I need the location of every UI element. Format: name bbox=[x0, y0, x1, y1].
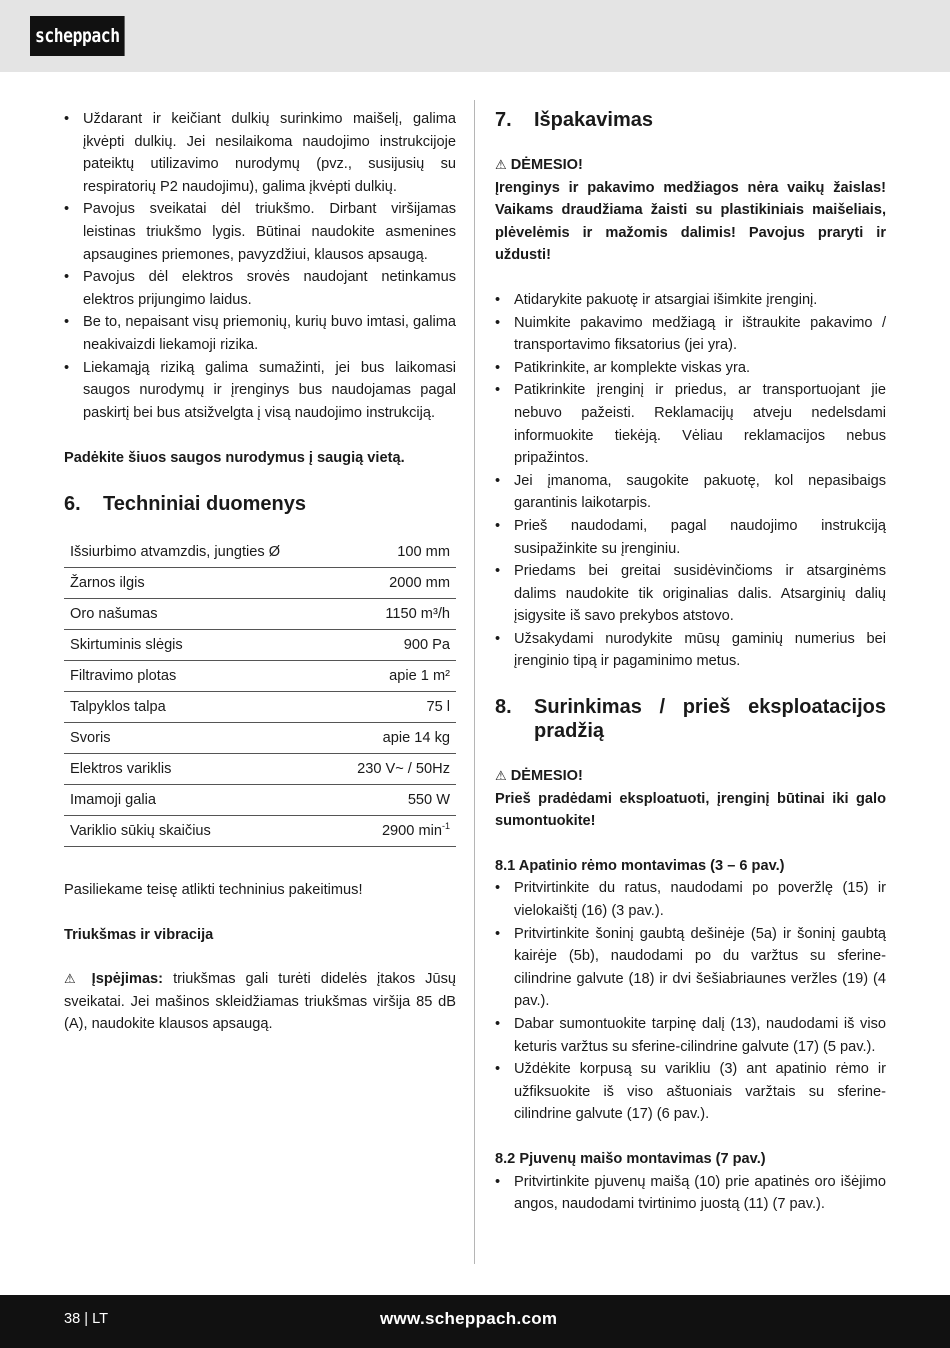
page-footer bbox=[0, 1295, 950, 1348]
section-6-heading bbox=[64, 492, 456, 516]
list-item: • Dabar sumontuokite tarpinę dalį (13), naudodami iš viso keturis varžtus su sferine-cilindrine galvute (17) (5 pav.). bbox=[495, 1013, 886, 1058]
column-divider bbox=[474, 100, 475, 1264]
subsection-8-1-list bbox=[495, 877, 886, 1126]
spec-value-text: 2900 min bbox=[381, 822, 442, 839]
subsection-8-2-heading: 8.2 Pjuvenų maišo montavimas (7 pav.) bbox=[495, 1150, 766, 1167]
spec-label: Išsiurbimo atvamzdis, jungties Ø bbox=[64, 537, 330, 568]
assembly-attention-block bbox=[495, 765, 886, 833]
spec-label: Oro našumas bbox=[64, 598, 330, 629]
section-number: 8. bbox=[495, 696, 512, 719]
table-row bbox=[64, 722, 456, 753]
spec-label: Žarnos ilgis bbox=[64, 567, 330, 598]
spec-value: 900 Pa bbox=[330, 629, 456, 660]
table-row bbox=[64, 815, 456, 846]
website-url: www.scheppach.com bbox=[380, 1309, 558, 1328]
warning-text: triukšmas gali turėti didelės įtakos Jūsų sveikatai. Jei mašinos skleidžiamas triukšmas viršija 85 dB (A), naudokite klausos apsaugą. bbox=[64, 971, 456, 1033]
table-row bbox=[64, 567, 456, 598]
page-header bbox=[0, 0, 950, 72]
subsection-8-1-heading: 8.1 Apatinio rėmo montavimas (3 – 6 pav.) bbox=[495, 857, 785, 874]
list-item: • Jei įmanoma, saugokite pakuotę, kol nepasibaigs garantinis laikotarpis. bbox=[495, 470, 886, 515]
noise-vibration-heading: Triukšmas ir vibracija bbox=[64, 926, 214, 943]
table-row bbox=[64, 598, 456, 629]
list-item: • Be to, nepaisant visų priemonių, kurių buvo imtasi, galima neakivaizdi liekamoji rizika. bbox=[64, 311, 456, 356]
keep-instructions-note: Padėkite šiuos saugos nurodymus į saugią vietą. bbox=[64, 450, 405, 467]
warning-icon: ⚠ bbox=[495, 768, 507, 784]
spec-value: 2000 mm bbox=[330, 567, 456, 598]
list-item: • Užsakydami nurodykite mūsų gaminių numerius bei įrenginio tipą ir pagaminimo metus. bbox=[495, 628, 886, 673]
spec-unit-exponent: -1 bbox=[441, 820, 450, 831]
attention-text: Prieš pradėdami eksploatuoti, įrenginį būtinai iki galo sumontuokite! bbox=[495, 790, 886, 830]
page-number: 38 | LT bbox=[64, 1311, 109, 1327]
spec-value: apie 14 kg bbox=[330, 722, 456, 753]
list-item: • Patikrinkite įrenginį ir priedus, ar transportuojant jie nebuvo pažeisti. Reklamacijų atveju nedelsdami informuokite tiekėją. Vėliau reklamacijos nebus pripažintos. bbox=[495, 379, 886, 469]
attention-heading bbox=[495, 765, 886, 788]
list-item: • Atidarykite pakuotę ir atsargiai išimkite įrenginį. bbox=[495, 289, 886, 312]
list-item: • Pritvirtinkite pjuvenų maišą (10) prie apatinės oro išėjimo angos, naudodami tvirtinimo juostą (11) (7 pav.). bbox=[495, 1171, 886, 1216]
list-item: • Patikrinkite, ar komplekte viskas yra. bbox=[495, 357, 886, 380]
table-row bbox=[64, 629, 456, 660]
attention-heading bbox=[495, 154, 886, 177]
section-7-heading bbox=[495, 108, 886, 132]
list-item: • Uždarant ir keičiant dulkių surinkimo maišelį, galima įkvėpti dulkių. Jei nesilaikoma naudojimo instrukcijoje pateiktų utilizavimo nurodymų (pvz., susijusių su respiratorių P2 naudojimu), galima įkvėpti dulkių. bbox=[64, 108, 456, 198]
list-item: • Pritvirtinkite šoninį gaubtą dešinėje (5a) ir šoninį gaubtą kairėje (5b), naudodami po du varžtus su sferine-cilindrine galvute (18) ir dvi šešiabriaunes veržles (19) (4 pav.). bbox=[495, 923, 886, 1013]
noise-warning bbox=[64, 968, 456, 1036]
spec-label: Variklio sūkių skaičius bbox=[64, 815, 330, 846]
spec-label: Talpyklos talpa bbox=[64, 691, 330, 722]
spec-value: 550 W bbox=[330, 784, 456, 815]
section-8-heading bbox=[495, 695, 886, 743]
unpacking-attention-block bbox=[495, 154, 886, 267]
section-title: Techniniai duomenys bbox=[103, 492, 306, 515]
technical-changes-note: Pasiliekame teisę atlikti techninius pakeitimus! bbox=[64, 881, 363, 898]
list-item: • Nuimkite pakavimo medžiagą ir ištraukite pakavimo / transportavimo fiksatorius (jei yra). bbox=[495, 312, 886, 357]
spec-label: Elektros variklis bbox=[64, 753, 330, 784]
table-row bbox=[64, 784, 456, 815]
section-number: 7. bbox=[495, 109, 512, 131]
spec-label: Filtravimo plotas bbox=[64, 660, 330, 691]
attention-label: DĖMESIO! bbox=[510, 157, 583, 173]
list-item: • Pavojus dėl elektros srovės naudojant netinkamus elektros prijungimo laidus. bbox=[64, 266, 456, 311]
residual-risk-list bbox=[64, 108, 456, 424]
subsection-8-2-list bbox=[495, 1171, 886, 1216]
table-row bbox=[64, 753, 456, 784]
spec-label: Svoris bbox=[64, 722, 330, 753]
warning-label: Įspėjimas: bbox=[91, 971, 164, 988]
left-column bbox=[64, 108, 456, 1036]
right-column bbox=[495, 108, 886, 1216]
list-item: • Liekamąją riziką galima sumažinti, jei bus laikomasi saugos nurodymų ir įrenginys bus naudojamas pagal paskirtį bei bus atsižvelgta į visą naudojimo instrukciją. bbox=[64, 357, 456, 425]
spec-label: Skirtuminis slėgis bbox=[64, 629, 330, 660]
spec-value: apie 1 m² bbox=[330, 660, 456, 691]
spec-label: Imamoji galia bbox=[64, 784, 330, 815]
spec-value bbox=[330, 815, 456, 846]
technical-data-table bbox=[64, 537, 456, 847]
warning-icon: ⚠ bbox=[64, 971, 82, 987]
attention-label: DĖMESIO! bbox=[510, 768, 583, 785]
attention-text: Įrenginys ir pakavimo medžiagos nėra vaikų žaislas! Vaikams draudžiama žaisti su plastikiniais maišeliais, plėvelėmis ir mažomis dalimis! Pavojus praryti ir uždusti! bbox=[495, 179, 886, 264]
warning-icon: ⚠ bbox=[495, 157, 507, 172]
list-item: • Priedams bei greitai susidėvinčioms ir atsarginėms dalims naudokite tik originalias dalis. Atsarginių dalių įsigysite iš savo prekybos atstovo. bbox=[495, 560, 886, 628]
list-item: • Prieš naudodami, pagal naudojimo instrukciją susipažinkite su įrenginiu. bbox=[495, 515, 886, 560]
list-item: • Pritvirtinkite du ratus, naudodami po poveržlę (15) ir vielokaištį (16) (3 pav.). bbox=[495, 877, 886, 922]
unpacking-list bbox=[495, 289, 886, 673]
table-row bbox=[64, 691, 456, 722]
table-row bbox=[64, 660, 456, 691]
table-row bbox=[64, 537, 456, 568]
spec-value: 75 l bbox=[330, 691, 456, 722]
section-number: 6. bbox=[64, 492, 81, 515]
section-title: Išpakavimas bbox=[534, 109, 653, 131]
brand-logo: scheppach bbox=[30, 16, 125, 56]
spec-value: 1150 m³/h bbox=[330, 598, 456, 629]
spec-value: 100 mm bbox=[330, 537, 456, 568]
section-title: Surinkimas / prieš eksploatacijos pradžią bbox=[534, 696, 886, 743]
spec-value: 230 V~ / 50Hz bbox=[330, 753, 456, 784]
list-item: • Pavojus sveikatai dėl triukšmo. Dirbant viršijamas leistinas triukšmo lygis. Būtinai naudokite asmenines apsaugines priemones, pavyzdžiui, klausos apsaugą. bbox=[64, 198, 456, 266]
list-item: • Uždėkite korpusą su varikliu (3) ant apatinio rėmo ir užfiksuokite iš viso aštuoniais varžtais su sferine-cilindrine galvute (17) (6 pav.). bbox=[495, 1058, 886, 1126]
